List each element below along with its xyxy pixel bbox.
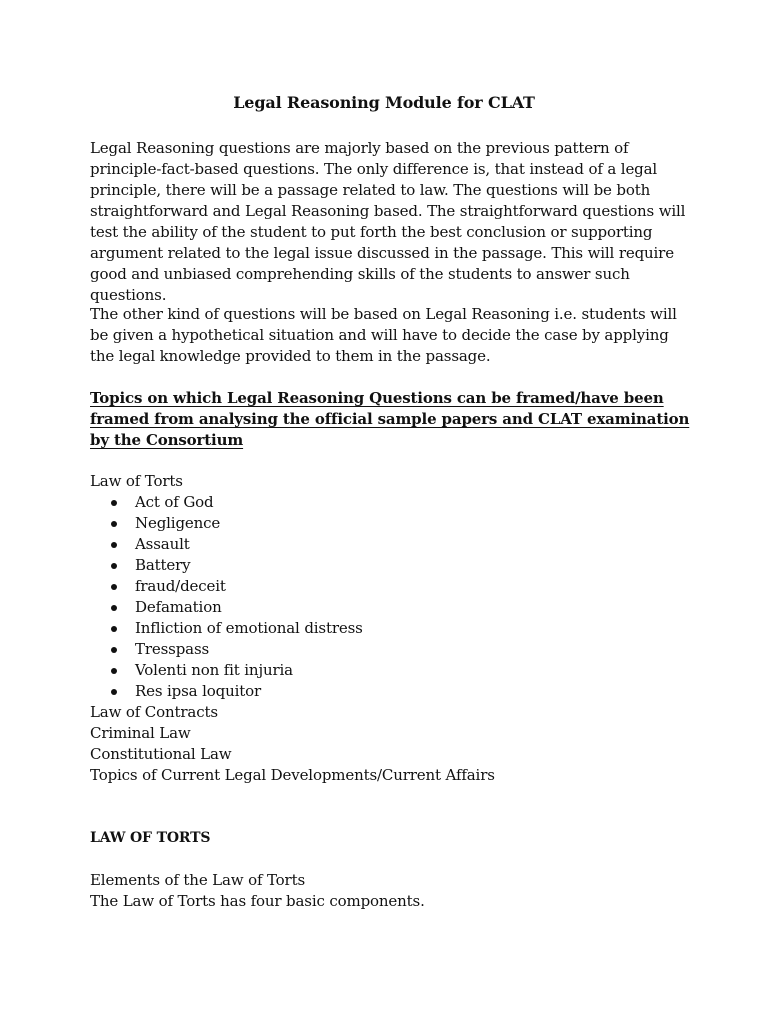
- list-item: Law of Contracts: [90, 703, 218, 721]
- other-topics-list: [90, 702, 495, 786]
- torts-topic-label: Negligence: [135, 514, 221, 532]
- list-item: [90, 555, 363, 576]
- bullet-icon: [111, 689, 117, 695]
- bullet-icon: [111, 626, 117, 632]
- list-item: Topics of Current Legal Developments/Current Affairs: [90, 766, 495, 784]
- bullet-icon: [111, 500, 117, 506]
- intro-paragraph-2: The other kind of questions will be based on Legal Reasoning i.e. students will be given a hypothetical situation and will have to decide the case by applying the legal knowledge provided to them in the passage.: [90, 305, 677, 365]
- torts-topic-label: Res ipsa loquitor: [135, 682, 262, 700]
- list-item: [90, 597, 363, 618]
- torts-topic-label: Volenti non fit injuria: [135, 661, 293, 679]
- intro-paragraph-1: Legal Reasoning questions are majorly based on the previous pattern of principle-fact-based questions. The only difference is, that instead of a legal principle, there will be a passage related to law. The questions will be both straightforward and Legal Reasoning based. The straightforward questions will test the ability of the student to put forth the best conclusion or supporting argument related to the legal issue discussed in the passage. This will require good and unbiased comprehending skills of the students to answer such questions.: [90, 139, 686, 304]
- torts-topic-label: Act of God: [135, 493, 214, 511]
- bullet-icon: [111, 521, 117, 527]
- bullet-icon: [111, 668, 117, 674]
- page-title: Legal Reasoning Module for CLAT: [233, 93, 535, 112]
- torts-topic-label: fraud/deceit: [135, 577, 226, 595]
- elements-heading-line: Elements of the Law of Torts: [90, 871, 305, 889]
- list-item: Constitutional Law: [90, 745, 232, 763]
- bullet-icon: [111, 605, 117, 611]
- torts-topic-label: Defamation: [135, 598, 222, 616]
- list-item: [90, 639, 363, 660]
- list-item: [90, 492, 363, 513]
- list-item: [90, 576, 363, 597]
- list-item: [90, 681, 363, 702]
- torts-topic-label: Tresspass: [135, 640, 210, 658]
- torts-topic-label: Assault: [135, 535, 190, 553]
- list-item: [90, 618, 363, 639]
- elements-block: [90, 870, 425, 912]
- section-heading: LAW OF TORTS: [90, 830, 211, 846]
- list-item: [90, 534, 363, 555]
- list-item: [90, 660, 363, 681]
- list-item: [90, 513, 363, 534]
- bullet-icon: [111, 542, 117, 548]
- torts-topic-label: Infliction of emotional distress: [135, 619, 363, 637]
- bullet-icon: [111, 647, 117, 653]
- elements-description-line: The Law of Torts has four basic components.: [90, 892, 425, 910]
- law-of-torts-label: Law of Torts: [90, 472, 183, 490]
- torts-topics-list: [90, 492, 363, 702]
- list-item: Criminal Law: [90, 724, 191, 742]
- bullet-icon: [111, 563, 117, 569]
- topics-heading: Topics on which Legal Reasoning Questions can be framed/have been framed from analysing the official sample papers and CLAT examination by the Consortium: [90, 389, 690, 449]
- bullet-icon: [111, 584, 117, 590]
- torts-topic-label: Battery: [135, 556, 191, 574]
